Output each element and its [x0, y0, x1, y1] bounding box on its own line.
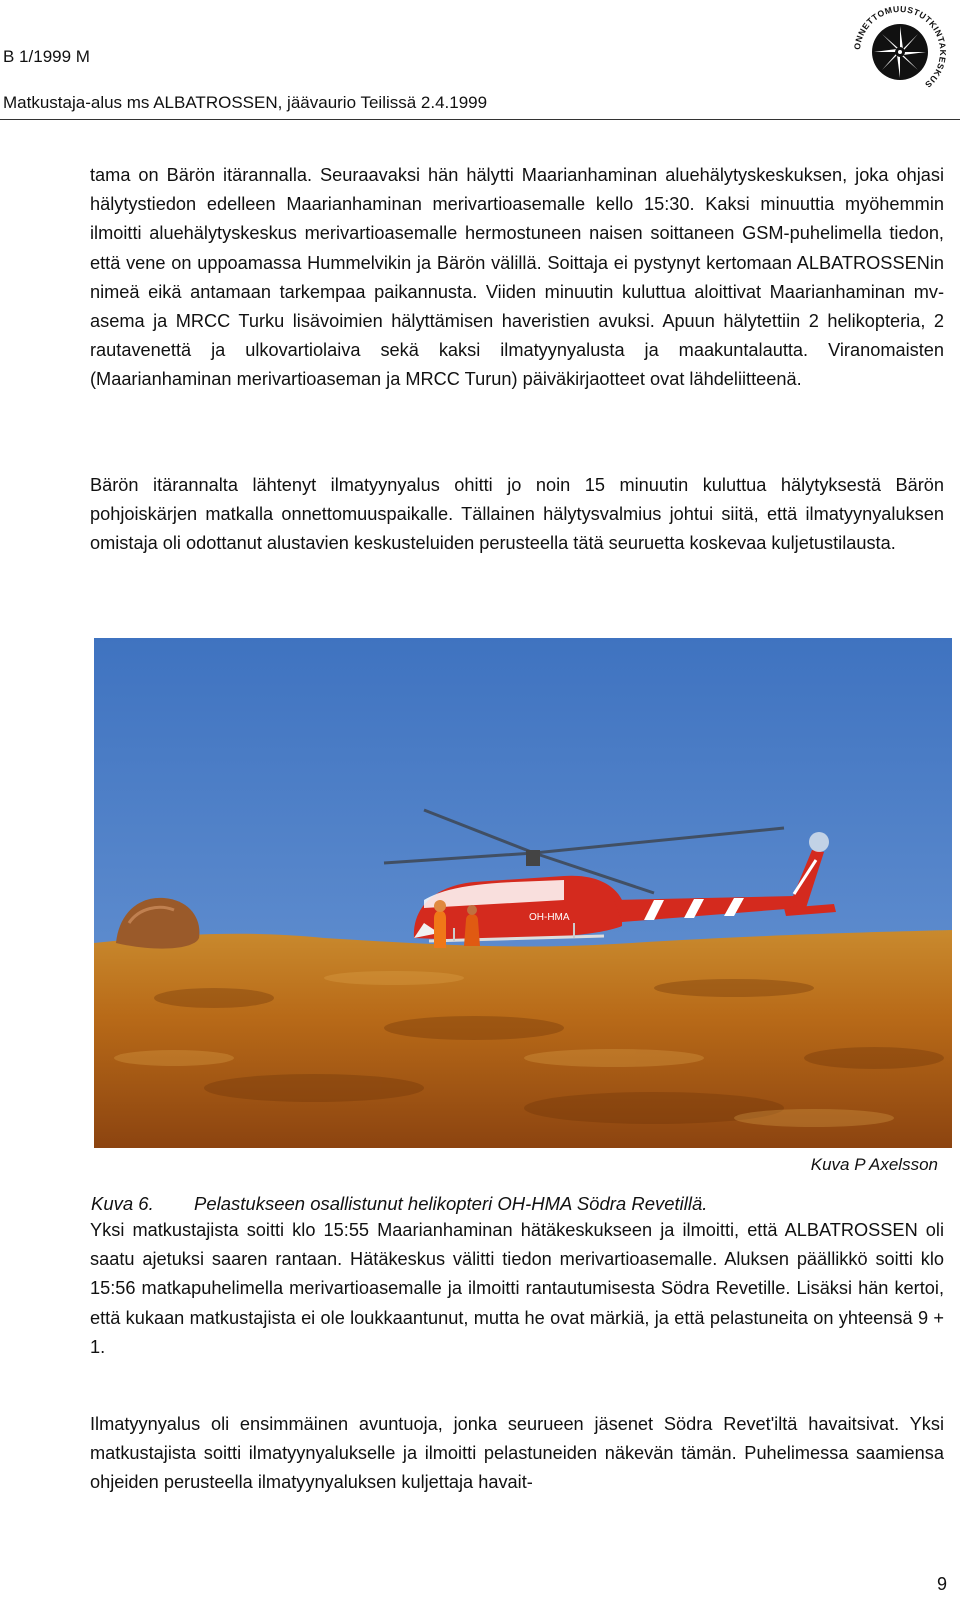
- body-paragraph-1: tama on Bärön itärannalla. Seuraavaksi hän hälytti Maarianhaminan aluehälytyskeskuksen, joka ohjasi hälytystiedon edelleen Maarianhaminan merivartioasemalle kello 15:30. Kaksi minuuttia myöhemmin ilmoitti aluehälytyskeskus merivartioasemalle hermostuneen naisen soittaneen GSM-puhelimella tiedon, että vene on uppoamassa Hummelvikin ja Bärön välillä. Soittaja ei pystynyt kertomaan ALBATROSSENin nimeä eikä antamaan tarkempaa paikannusta. Viiden minuutin kuluttua aloittivat Maarianhaminan mv-asema ja MRCC Turku lisävoimien hälyttämisen haveristien avuksi. Apuun hälytettiin 2 helikopteria, 2 rautavenettä ja ulkovartiolaiva sekä kaksi ilmatyynyalusta ja maakuntalautta. Viranomaisten (Maarianhaminan merivartioaseman ja MRCC Turun) päiväkirjaotteet ovat lähdeliitteenä.: [90, 165, 944, 390]
- onnettomuustutkintakeskus-seal-icon: [850, 2, 950, 102]
- seal-text: ONNETTOMUUSTUTKINTAKESKUS: [851, 3, 949, 91]
- helicopter-photo: [94, 638, 952, 1148]
- body-paragraph-3: Yksi matkustajista soitti klo 15:55 Maarianhaminan hätäkeskukseen ja ilmoitti, että ALBATROSSEN oli saatu ajetuksi saaren rantaan. Hätäkeskus välitti tiedon merivartioasemalle. Aluksen päällikkö soitti klo 15:56 matkapuhelimella merivartioasemalle ja ilmoitti rantautumisesta Södra Revetille. Lisäksi hän kertoi, että kukaan matkustajista ei ole loukkaantunut, mutta he ovat märkiä, ja että pelastuneita on yhteensä 9 + 1.: [90, 1220, 944, 1357]
- figure-label: Kuva 6.: [91, 1193, 154, 1214]
- page-number: 9: [936, 1574, 947, 1594]
- body-paragraph-4: Ilmatyynyalus oli ensimmäinen avuntuoja, jonka seurueen jäsenet Södra Revet'iltä havaitsivat. Yksi matkustajista soitti ilmatyynyalukselle ja ilmoitti pelastuneiden näkevän tämän. Puhelimessa saamiensa ohjeiden perusteella ilmatyynyaluksen kuljettaja havait-: [90, 1414, 944, 1493]
- helicopter-registration: OH-HMA: [529, 912, 570, 923]
- photo-credit: Kuva P Axelsson: [810, 1155, 938, 1174]
- figure-caption: Pelastukseen osallistunut helikopteri OH-HMA Södra Revetillä.: [194, 1193, 708, 1214]
- header-title: Matkustaja-alus ms ALBATROSSEN, jäävaurio Teilissä 2.4.1999: [3, 93, 488, 112]
- header-rule: [0, 119, 960, 120]
- header-code: B 1/1999 M: [3, 47, 90, 66]
- body-paragraph-2: Bärön itärannalta lähtenyt ilmatyynyalus ohitti jo noin 15 minuutin kuluttua hälytyksestä Bärön pohjoiskärjen matkalla onnettomuuspaikalle. Tällainen hälytysvalmius johtui siitä, että ilmatyynyaluksen omistaja oli odottanut alustavien keskusteluiden perusteella tätä seuruetta koskevaa kuljetustilausta.: [90, 475, 944, 554]
